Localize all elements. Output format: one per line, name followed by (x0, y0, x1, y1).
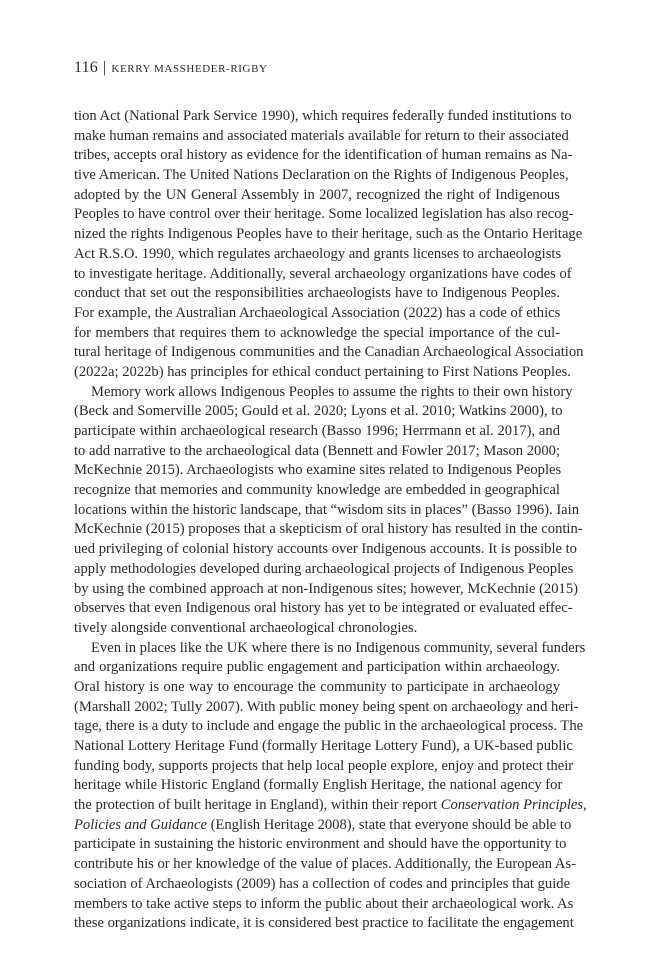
text-line: tribes, accepts oral history as evidence for the identification of human remains as Na- (74, 147, 573, 164)
text-line: funding body, supports projects that help local people explore, enjoy and protect their (74, 757, 574, 774)
text-line: and organizations require public engagement and participation within archaeology. (74, 659, 560, 676)
text-line: (2022a; 2022b) has principles for ethical conduct pertaining to First Nations Peoples. (74, 363, 571, 380)
text-line: recognize that memories and community knowledge are embedded in geographical (74, 482, 560, 499)
text-line: for members that requires them to acknowledge the special importance of the cul- (74, 324, 560, 341)
text-line: McKechnie (2015) proposes that a skepticism of oral history has resulted in the contin- (74, 521, 583, 538)
text-line: sociation of Archaeologists (2009) has a collection of codes and principles that guide (74, 875, 571, 892)
text-line: tion Act (National Park Service 1990), which requires federally funded institutions to (74, 108, 572, 124)
page-number: 116 (74, 59, 99, 76)
text-line: Act R.S.O. 1990, which regulates archaeology and grants licenses to archaeologists (74, 245, 562, 262)
text-line: by using the combined approach at non-Indigenous sites; however, McKechnie (2015) (74, 580, 578, 597)
text-line: participate in sustaining the historic environment and should have the opportunity to (74, 836, 567, 853)
text-line: nized the rights Indigenous Peoples have to their heritage, such as the Ontario Heritage (74, 226, 583, 243)
text-line: National Lottery Heritage Fund (formally Heritage Lottery Fund), a UK-based public (74, 738, 573, 754)
text-line: heritage while Historic England (formally English Heritage, the national agency for (74, 777, 563, 794)
text-line: Even in places like the UK where there is no Indigenous community, several funders (91, 639, 586, 656)
running-head (74, 59, 268, 77)
text-line (74, 796, 587, 816)
body-text (74, 107, 587, 934)
text-line: locations within the historic landscape, that “wisdom sits in places” (Basso 1996). Iain (74, 501, 580, 518)
text-line: tively alongside conventional archaeological chronologies. (74, 619, 418, 636)
report-title-italic: Policies and Guidance (74, 816, 207, 833)
text-line: these organizations indicate, it is considered best practice to facilitate the engagement (74, 915, 574, 932)
text-line: make human remains and associated materials available for return to their associated (74, 127, 569, 144)
paragraph (74, 383, 583, 639)
text-span: (English Heritage 2008), state that everyone should be able to (206, 816, 572, 833)
text-line: contribute his or her knowledge of the value of places. Additionally, the European As- (74, 856, 576, 873)
text-line: tural heritage of Indigenous communities and the Canadian Archaeological Association (74, 344, 584, 361)
text-line: McKechnie 2015). Archaeologists who examine sites related to Indigenous Peoples (74, 462, 562, 479)
text-span: the protection of built heritage in England), within their report (74, 797, 438, 814)
text-line: observes that even Indigenous oral history has yet to be integrated or evaluated effec- (74, 600, 573, 617)
paragraph (74, 639, 587, 934)
text-line: Oral history is one way to encourage the community to participate in archaeology (74, 678, 560, 695)
text-line: (Beck and Somerville 2005; Gould et al. 2020; Lyons et al. 2010; Watkins 2000), to (74, 403, 563, 420)
text-line: Memory work allows Indigenous Peoples to assume the rights to their own history (91, 383, 573, 400)
text-line: Peoples to have control over their heritage. Some localized legislation has also recog- (74, 206, 574, 223)
report-title-italic: Conservation Principles, (440, 797, 587, 814)
text-line: conduct that set out the responsibilities archaeologists have to Indigenous Peoples. (74, 285, 560, 302)
text-line: ued privileging of colonial history accounts over Indigenous accounts. It is possible to (74, 541, 577, 558)
header-separator: | (103, 59, 107, 76)
text-line: For example, the Australian Archaeological Association (2022) has a code of ethics (74, 304, 561, 321)
text-line: (Marshall 2002; Tully 2007). With public money being spent on archaeology and heri- (74, 698, 579, 715)
text-line: to add narrative to the archaeological data (Bennett and Fowler 2017; Mason 2000; (74, 442, 560, 459)
text-line: members to take active steps to inform the public about their archaeological work. As (74, 895, 574, 912)
paragraph (74, 107, 584, 383)
text-line: tage, there is a duty to include and engage the public in the archaeological process. The (74, 718, 584, 735)
text-line: apply methodologies developed during archaeological projects of Indigenous Peoples (74, 560, 574, 577)
text-line: participate within archaeological research (Basso 1996; Herrmann et al. 2017), and (74, 423, 560, 439)
text-line: adopted by the UN General Assembly in 2007, recognized the right of Indigenous (74, 186, 560, 203)
text-line: tive American. The United Nations Declaration on the Rights of Indigenous Peoples, (74, 167, 569, 184)
text-line: to investigate heritage. Additionally, several archaeology organizations have codes of (74, 265, 572, 282)
author-name: KERRY MASSHEDER-RIGBY (111, 63, 268, 75)
text-line (74, 816, 572, 836)
